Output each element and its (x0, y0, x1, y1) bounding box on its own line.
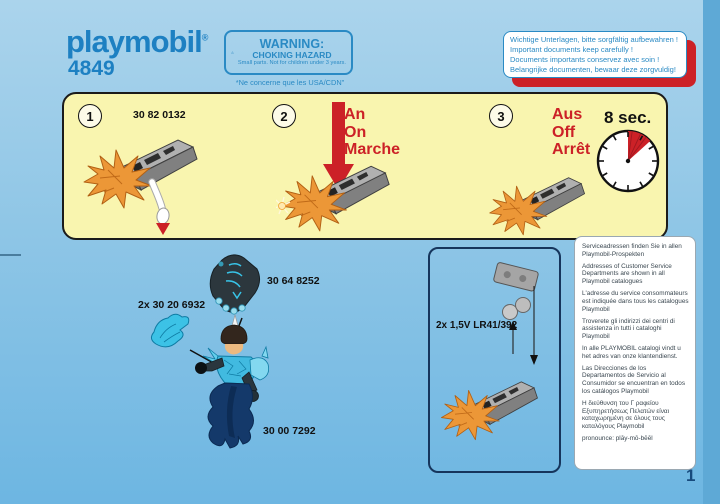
on-label-en: On (344, 123, 367, 141)
service-paragraph-de: Serviceadressen finden Sie in allen Playmobil-Prospekten (582, 243, 682, 258)
duration-label: 8 sec. (604, 108, 652, 127)
battery-cover (493, 262, 539, 292)
pronounce-note: pronounce: plāy-mō-bēēl (582, 435, 653, 443)
pull-tab-end (156, 207, 171, 225)
clock-icon (593, 126, 663, 196)
mask-part (210, 255, 259, 314)
page-number: 1 (686, 466, 696, 485)
battery-diagram (438, 258, 553, 458)
warning-triangle-icon (231, 45, 234, 60)
off-label-fr: Arrêt (552, 141, 591, 159)
service-paragraph-en: Addresses of Customer Service Departments are shown in all Playmobil catalogues (582, 262, 672, 286)
service-paragraph-el: Η διεύθυνση του Γ ραφείου Εξυπηρετήσεως Πελατών είναι καταχωρημένη σε όλους τους καταλόγους Playmobil (582, 399, 670, 431)
part-number-step1: 30 82 0132 (133, 109, 186, 121)
insert-arrow-down (530, 355, 538, 365)
choking-warning-box (224, 30, 353, 75)
trademark-symbol: ® (201, 32, 208, 43)
off-label-en: Off (552, 123, 576, 141)
pull-direction-arrow (156, 223, 170, 235)
figure-hair (221, 325, 247, 344)
on-label (344, 106, 400, 159)
off-label-de: Aus (552, 106, 583, 123)
off-label (552, 106, 590, 159)
warning-text (238, 38, 346, 67)
service-paragraph-nl: In alle PLAYMOBIL catalogi vindt u het adres van onze klantendienst. (582, 344, 681, 360)
helmet-spike (232, 315, 238, 326)
step-3-number: 3 (497, 108, 505, 124)
warning-title: WARNING: (259, 36, 325, 51)
part-number-mask: 30 64 8252 (267, 275, 320, 287)
step-3-illustration (486, 166, 598, 239)
part-number-armor: 2x 30 20 6932 (138, 299, 206, 311)
on-label-fr: Marche (344, 141, 401, 159)
warning-footnote: *Ne concerne que les USA/CDN" (235, 78, 345, 87)
important-docs-box (503, 31, 687, 78)
fold-mark (0, 254, 21, 256)
docs-line-nl: Belangrijke documenten, bewaar deze zorgvuldig! (510, 64, 676, 74)
page-edge-strip (703, 0, 720, 504)
step-3-badge (489, 104, 513, 128)
docs-line-fr: Documents importants conservez avec soin ! (510, 54, 660, 64)
figure-left-mitt (195, 362, 207, 374)
figure-part (195, 315, 269, 448)
button-cell-2 (516, 298, 531, 313)
docs-line-de: Wichtige Unterlagen, bitte sorgfältig aufbewahren ! (510, 35, 679, 44)
armor-part (151, 314, 188, 347)
step-2-number: 2 (280, 108, 288, 124)
service-paragraph-es: Las Direcciones de los Departamentos de Servicio al Consumidor se encuentran en todos los catálogos Playmobil (582, 364, 686, 395)
service-paragraph-fr: L'adresse du service consommateurs est indiquée dans tous les catalogues Playmobil (582, 290, 689, 313)
step-1-illustration (80, 126, 260, 236)
step-1-number: 1 (86, 108, 94, 124)
logo-text: playmobil (66, 24, 202, 59)
service-addresses-box (574, 236, 696, 470)
warning-hazard: CHOKING HAZARD (252, 49, 332, 60)
figure-face (225, 344, 243, 355)
service-paragraph-it: Troverete gli indirizzi dei centri di assistenza in tutti i cataloghi Playmobil (582, 317, 675, 341)
on-label-de: An (344, 106, 366, 123)
warning-detail: Small parts. Not for children under 3 years. (237, 60, 346, 67)
step-1-badge (78, 104, 102, 128)
part-number-figure: 30 00 7292 (263, 425, 316, 437)
battery-spec-label: 2x 1,5V LR41/392 (436, 320, 518, 331)
set-number: 4849 (68, 57, 115, 80)
playmobil-logo (66, 24, 207, 60)
docs-line-en: Important documents keep carefully ! (510, 44, 633, 54)
